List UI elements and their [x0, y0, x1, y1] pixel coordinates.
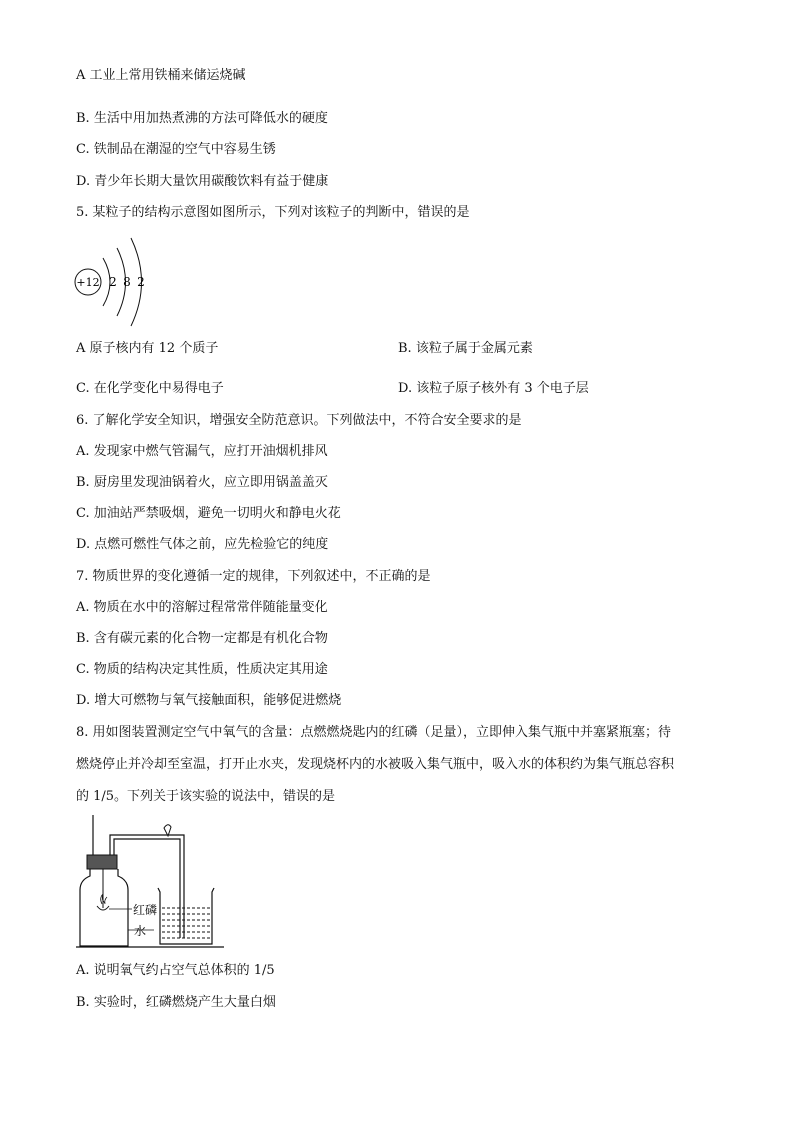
nucleus-charge: +12	[76, 276, 100, 289]
shell-1-electrons: 2	[109, 275, 117, 289]
q5-option-c: C. 在化学变化中易得电子	[76, 381, 224, 396]
q7-option-a: A. 物质在水中的溶解过程常常伴随能量变化	[76, 600, 328, 615]
q4-option-a: A 工业上常用铁桶来储运烧碱	[76, 68, 246, 83]
connecting-tube	[110, 835, 184, 855]
q7-stem: 7. 物质世界的变化遵循一定的规律，下列叙述中，不正确的是	[76, 569, 431, 584]
oxygen-experiment-apparatus	[76, 810, 236, 952]
q6-stem: 6. 了解化学安全知识，增强安全防范意识。下列做法中，不符合安全要求的是	[76, 413, 522, 428]
gas-collecting-bottle	[80, 869, 128, 946]
q8-stem-line-3: 的 1/5。下列关于该实验的说法中，错误的是	[76, 789, 336, 804]
q7-option-d: D. 增大可燃物与氧气接触面积，能够促进燃烧	[76, 693, 342, 708]
q6-option-a: A. 发现家中燃气管漏气，应打开油烟机排风	[76, 444, 328, 459]
q8-option-a: A. 说明氧气约占空气总体积的 1/5	[76, 963, 275, 978]
q5-option-b: B. 该粒子属于金属元素	[398, 341, 533, 356]
label-water: 水	[134, 924, 147, 938]
q7-option-b: B. 含有碳元素的化合物一定都是有机化合物	[76, 631, 328, 646]
beaker-water	[162, 908, 210, 938]
q6-option-c: C. 加油站严禁吸烟，避免一切明火和静电火花	[76, 506, 341, 521]
label-red-phosphorus: 红磷	[133, 903, 158, 917]
q8-stem-line-1: 8. 用如图装置测定空气中氧气的含量：点燃燃烧匙内的红磷（足量），立即伸入集气瓶中并塞紧瓶塞；待	[76, 725, 672, 740]
shell-2-electrons: 8	[123, 275, 131, 289]
q5-option-d: D. 该粒子原子核外有 3 个电子层	[398, 381, 589, 396]
q5-stem: 5. 某粒子的结构示意图如图所示，下列对该粒子的判断中，错误的是	[76, 205, 470, 220]
q5-option-a: A 原子核内有 12 个质子	[76, 341, 219, 356]
q7-option-c: C. 物质的结构决定其性质，性质决定其用途	[76, 662, 328, 677]
q6-option-b: B. 厨房里发现油锅着火，应立即用锅盖盖灭	[76, 475, 328, 490]
atom-structure-diagram	[70, 232, 160, 332]
water-clamp-icon	[164, 825, 171, 836]
q4-option-d: D. 青少年长期大量饮用碳酸饮料有益于健康	[76, 174, 329, 189]
q4-option-b: B. 生活中用加热煮沸的方法可降低水的硬度	[76, 111, 328, 126]
shell-3-electrons: 2	[137, 275, 145, 289]
q4-option-c: C. 铁制品在潮湿的空气中容易生锈	[76, 142, 276, 157]
beaker	[158, 888, 214, 944]
stopper	[87, 855, 117, 869]
q8-stem-line-2: 燃烧停止并冷却至室温，打开止水夹，发现烧杯内的水被吸入集气瓶中，吸入水的体积约为集气瓶总容积	[76, 757, 675, 772]
q8-option-b: B. 实验时，红磷燃烧产生大量白烟	[76, 995, 276, 1010]
q6-option-d: D. 点燃可燃性气体之前，应先检验它的纯度	[76, 537, 329, 552]
